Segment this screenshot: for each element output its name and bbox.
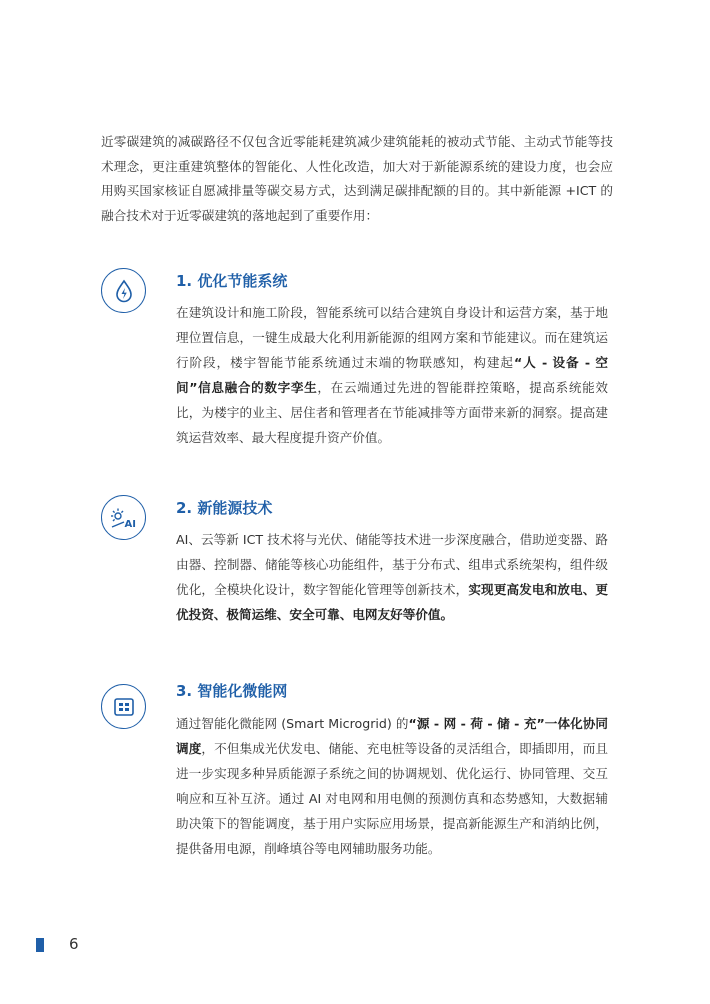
solar-ai-icon: [101, 495, 146, 540]
section-body: 在建筑设计和施工阶段，智能系统可以结合建筑自身设计和运营方案，基于地理位置信息，一键生成最大化利用新能源的组网方案和节能建议。而在建筑运行阶段，楼宇智能节能系统通过末端的物联感知，构建起“人 - 设备 - 空间”信息融合的数字孪生，在云端通过先进的智能群控策略，提高系统能效比，为楼宇的业主、居住者和管理者在节能减排等方面带来新的洞察。提高建筑运营效率、最大程度提升资产价值。: [176, 305, 609, 445]
section-body: AI、云等新 ICT 技术将与光伏、储能等技术进一步深度融合，借助逆变器、路由器、控制器、储能等核心功能组件，基于分布式、组串式系统架构，组件级优化，全模块化设计，数字智能化管理等创新技术，实现更高发电和放电、更优投资、极简运维、安全可靠、电网友好等价值。: [176, 532, 609, 622]
intro-paragraph: 近零碳建筑的减碳路径不仅包含近零能耗建筑减少建筑能耗的被动式节能、主动式节能等技术理念，更注重建筑整体的智能化、人性化改造，加大对于新能源系统的建设力度，也会应用购买国家核证自愿减排量等碳交易方式，达到满足碳排配额的目的。其中新能源 +ICT 的融合技术对于近零碳建筑的落地起到了重要作用：: [101, 134, 613, 223]
section-title: 2. 新能源技术: [176, 499, 273, 517]
svg-text:AI: AI: [124, 518, 136, 529]
page-number: 6: [69, 935, 79, 953]
microgrid-panel-icon: [101, 684, 146, 729]
page-marker: [36, 938, 44, 952]
section-title: 1. 优化节能系统: [176, 272, 288, 290]
flame-droplet-icon: [101, 268, 146, 313]
section-body: 通过智能化微能网 (Smart Microgrid) 的“源 - 网 - 荷 - 储 - 充”一体化协同调度，不但集成光伏发电、储能、充电桩等设备的灵活组合，即插即用，而且进一步实现多种异质能源子系统之间的协调规划、优化运行、协同管理、交互响应和互补互济。通过 AI 对电网和用电侧的预测仿真和态势感知，大数据辅助决策下的智能调度，基于用户实际应用场景，提高新能源生产和消纳比例，提供备用电源，削峰填谷等电网辅助服务功能。: [176, 716, 609, 856]
section-title: 3. 智能化微能网: [176, 682, 288, 700]
